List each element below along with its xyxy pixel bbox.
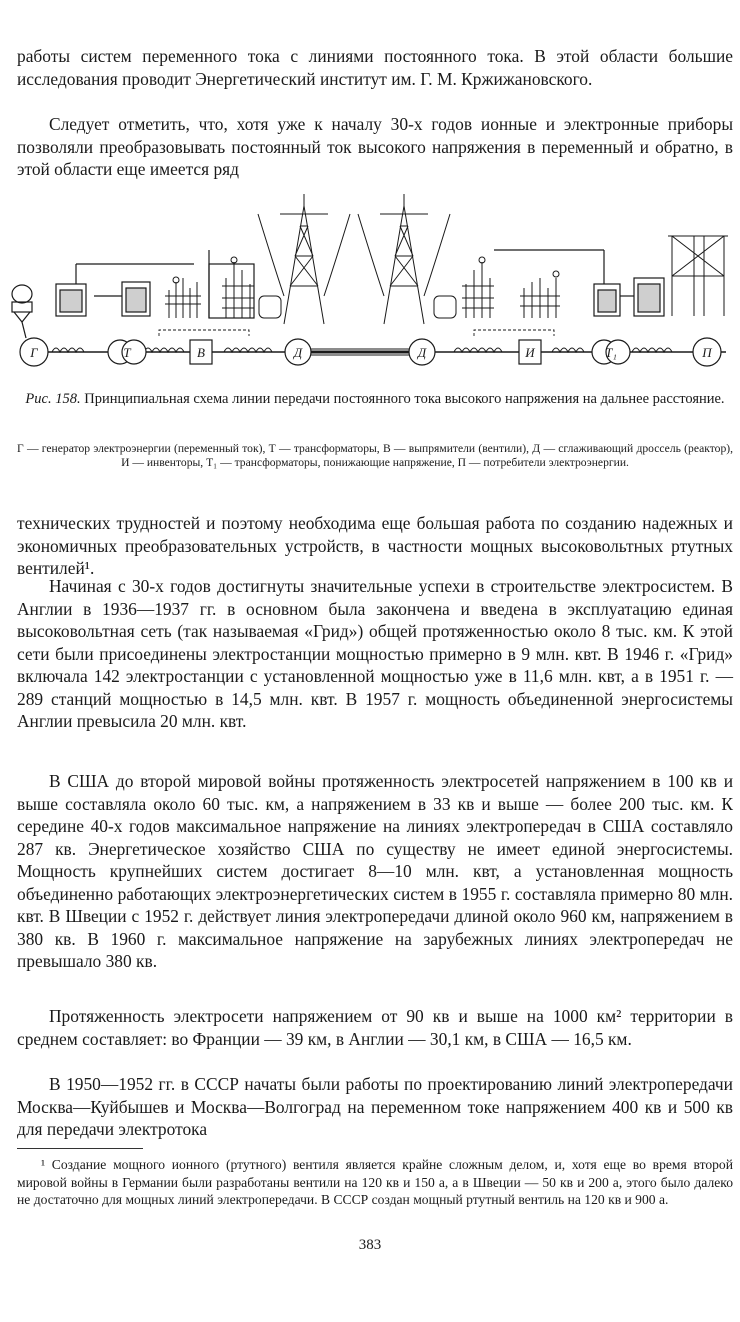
figure-legend: Г — генератор электроэнергии (переменный ток), Т — трансформаторы, В — выпрямители (вентили), Д — сглаживающий дроссель (реактор), И — инвенторы, Т₁ — трансформаторы, понижающие напряжение, П — потребители электроэнергии. [17, 441, 733, 470]
caption-text: Принципиальная схема линии передачи постоянного тока высокого напряжения на дальнее расстояние. [84, 391, 725, 407]
footnote-divider [17, 1148, 143, 1149]
grouping-brackets [159, 330, 554, 336]
paragraph-7: В 1950—1952 гг. в СССР начаты были работы по проектированию линий электропередачи Москва—Куйбышев и Москва—Волгоград на переменном токе напряжением 400 кв и 500 кв для передачи электротока [17, 1074, 733, 1139]
figure-158-schematic [4, 186, 736, 386]
footnote [17, 1156, 733, 1209]
label-t: Т [123, 345, 131, 360]
paragraph-6: Протяженность электросети напряжением от 90 кв и выше на 1000 км² территории в среднем составляет: во Франции — 39 км, в Англии — 30,1 км, в США — 16,5 км. [17, 1006, 733, 1049]
footnote-text: ¹ Создание мощного ионного (ртутного) вентиля является крайне сложным делом, и, хотя еще во время второй мировой войны в Германии были разработаны вентили на 120 кв и 150 а, а в Швеции — 50 кв и 200 а, этого было далеко не достаточно для мощных линий электропередачи. В СССР создан мощный ртутный вентиль на 120 кв и 900 а. [17, 1157, 733, 1207]
label-p: П [702, 345, 712, 360]
label-i: И [525, 345, 535, 360]
transmission-tower-right [358, 194, 450, 324]
paragraph-5: В США до второй мировой войны протяженность электросетей напряжением в 100 кв и выше составляла около 60 тыс. км, а напряжением в 33 кв и выше — более 200 тыс. км. К середине 40-х годов максимальное напряжение на линиях электропередач в США составляло 287 кв. Энергетическое хозяйство США по существу не имеет единой энергосистемы. Мощность крупнейших систем достигает 8—10 млн. квт, а установленная мощность объединенно работающих электроэнергетических систем в 1955 г. составляла примерно 80 млн. квт. В Швеции с 1952 г. действует линия электропередачи длиной около 960 км, напряжением в 380 кв. В 1960 г. максимальное напряжение на зарубежных линиях электропередач не превышало 380 кв. [17, 771, 733, 971]
right-station-equipment [494, 250, 664, 316]
left-insulator-columns [165, 257, 281, 318]
paragraph-4: Начиная с 30-х годов достигнуты значительные успехи в строительстве электросистем. В Англии в 1936—1937 гг. в основном была закончена и введена в эксплуатацию единая высоковольтная сеть (так называемая «Грид») общей протяженностью около 8 тыс. км. К этой сети были присоединены электростанции мощностью примерно в 9 млн. квт. В 1946 г. «Грид» включала 142 электростанции с установленной мощностью уже в 11,6 млн. квт, а в 1951 г. — 289 станций мощностью в 14,5 млн. квт. В 1957 г. мощность объединенной энергосистемы Англии превысила 20 млн. квт. [17, 576, 733, 731]
transmission-tower-left [258, 194, 350, 324]
label-t1: Т₁ [605, 345, 617, 360]
page-number: 383 [358, 1237, 382, 1253]
label-v: В [197, 345, 205, 360]
label-d2: Д [417, 345, 427, 360]
generator-drawing [12, 285, 32, 338]
paragraph-1: работы систем переменного тока с линиями постоянного тока. В этой области большие исследования проводит Энергетический институт им. Г. М. Кржижановского. [17, 46, 733, 89]
distribution-tower [668, 236, 728, 316]
right-insulator-columns [434, 257, 560, 318]
label-g: Г [30, 345, 38, 360]
label-d1: Д [293, 345, 303, 360]
figure-caption [17, 390, 733, 408]
caption-label: Рис. 158. [25, 391, 81, 407]
paragraph-3: технических трудностей и поэтому необходима еще большая работа по созданию надежных и экономичных преобразовательных устройств, в частности мощных высоковольтных ртутных вентилей¹. [17, 513, 733, 578]
paragraph-2: Следует отметить, что, хотя уже к началу 30-х годов ионные и электронные приборы позволяли преобразовывать постоянный ток высокого напряжения в переменный и обратно, в этой области еще имеется ряд [17, 114, 733, 179]
